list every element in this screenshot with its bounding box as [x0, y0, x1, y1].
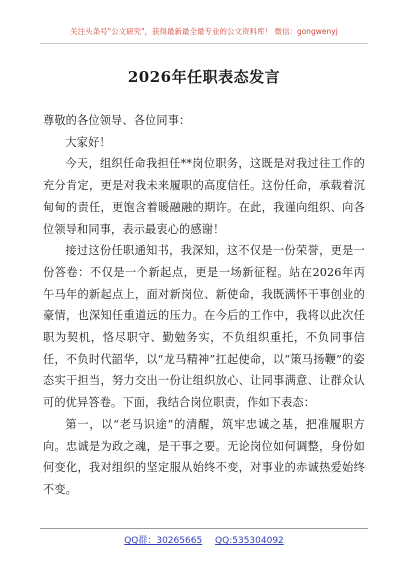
document-body	[43, 110, 365, 501]
greeting: 大家好！	[65, 135, 111, 149]
paragraph: 接过这份任职通知书，我深知，这不仅是一份荣誉，更是一份答卷：不仅是一个新起点，更是一场新征程。站在2026年丙午马年的新起点上，面对新岗位、新使命，我既满怀干事创业的豪情，也深知任重道远的压力。在今后的工作中，我将以此次任职为契机，恪尽职守、勤勉务实，不负组织重托，不负同事信任，不负时代韶华，以“龙马精神”扛起使命，以“策马扬鞭”的姿态实干担当，努力交出一份让组织放心、让同事满意、让群众认可的优异答卷。下面，我结合岗位职责，作如下表态：	[43, 244, 365, 410]
salutation: 尊敬的各位领导、各位同事：	[43, 114, 191, 127]
header-banner: 关注头条号"公文研究"，获得最新最全最专业的公文资料库！ 微信：gongwenyj	[70, 27, 338, 36]
paragraph: 今天，组织任命我担任**岗位职务，这既是对我过往工作的充分肯定，更是对我未来履职的高度信任。这份任命，承载着沉甸甸的责任，更饱含着暖融融的期许。在此，我谨向组织、向各位领导和同事，表示最衷心的感谢！	[43, 157, 365, 236]
footer-divider	[40, 528, 368, 529]
paragraph: 第一，以“老马识途”的清醒，筑牢忠诚之基，把准履职方向。忠诚是为政之魂，是干事之要。无论岗位如何调整，身份如何变化，我对组织的坚定服从始终不变，对事业的赤诚热爱始终不变。	[43, 417, 365, 496]
footer-contacts	[40, 533, 368, 546]
header-divider	[40, 43, 368, 44]
qq-contact-link[interactable]: QQ:535304092	[215, 536, 284, 546]
qq-group-link[interactable]: QQ群：30265665	[124, 536, 203, 546]
document-title: 2026年任职表态发言	[127, 68, 281, 86]
